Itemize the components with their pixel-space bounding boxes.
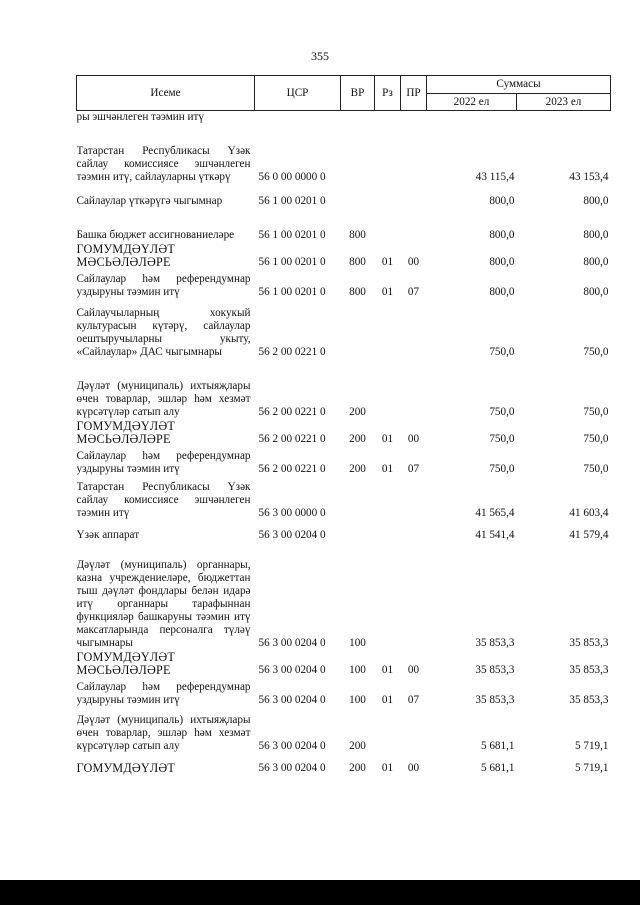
cell-csr: 56 1 00 0201 0 xyxy=(258,195,326,207)
table-row xyxy=(77,521,611,543)
cell-y1: 800,0 xyxy=(489,229,515,241)
cell-pr: 00 xyxy=(407,256,420,268)
cell-y1: 35 853,3 xyxy=(475,694,515,706)
cell-rz xyxy=(375,543,401,651)
cell-rz: 01 xyxy=(381,762,394,774)
cell-rz: 01 xyxy=(381,664,394,676)
cell-csr: 56 3 00 0204 0 xyxy=(258,664,326,676)
cell-vr: 800 xyxy=(349,286,366,298)
cell-y2: 41 603,4 xyxy=(569,507,609,519)
cell-y2: 750,0 xyxy=(583,433,609,445)
cell-name: Сайлаулар һәм референдумнар уздыруны тәэмин итү xyxy=(76,273,251,298)
cell-rz: 01 xyxy=(381,286,394,298)
cell-csr: 56 2 00 0221 0 xyxy=(258,346,326,358)
cell-name: ГОМУМДӘҮЛӘТ МӘСЬӘЛӘЛӘРЕ xyxy=(76,651,175,677)
cell-pr: 07 xyxy=(407,286,420,298)
budget-table xyxy=(76,75,611,776)
cell-y1: 750,0 xyxy=(489,433,515,445)
cell-vr: 200 xyxy=(349,433,366,445)
cell-pr xyxy=(401,543,427,651)
cell-y1: 800,0 xyxy=(489,195,515,207)
cell-y1: 41 565,4 xyxy=(475,507,515,519)
cell-vr: 200 xyxy=(349,762,366,774)
cell-pr: 00 xyxy=(407,433,420,445)
cell-rz: 01 xyxy=(381,256,394,268)
cell-y1: 5 681,1 xyxy=(480,762,515,774)
cell-vr: 200 xyxy=(349,463,366,475)
header-rz: Рз xyxy=(375,76,401,111)
cell-name: ГОМУМДӘҮЛӘТ МӘСЬӘЛӘЛӘРЕ xyxy=(76,420,175,446)
cell-y2: 800,0 xyxy=(583,229,609,241)
table-row xyxy=(77,125,611,185)
cell-csr: 56 1 00 0201 0 xyxy=(258,286,326,298)
cell-csr: 56 3 00 0204 0 xyxy=(258,762,326,774)
cell-y2: 750,0 xyxy=(583,346,609,358)
cell-vr xyxy=(341,300,375,360)
cell-rz: 01 xyxy=(381,433,394,445)
cell-y1: 35 853,3 xyxy=(475,637,515,649)
cell-csr xyxy=(255,111,341,126)
header-csr: ЦСР xyxy=(255,76,341,111)
table-row xyxy=(77,185,611,209)
cell-name: Татарстан Республикасы Үзәк сайлау комиссиясе эшчәнлеген тәэмин итү, сайлауларны үткәрү xyxy=(76,145,251,183)
cell-name: Татарстан Республикасы Үзәк сайлау комиссиясе эшчәнлеген тәэмин итү xyxy=(76,481,251,519)
cell-y2: 750,0 xyxy=(583,463,609,475)
cell-pr xyxy=(401,708,427,754)
cell-csr: 56 0 00 0000 0 xyxy=(258,171,326,183)
cell-y2: 35 853,3 xyxy=(569,637,609,649)
table-row xyxy=(77,708,611,754)
cell-csr: 56 2 00 0221 0 xyxy=(258,433,326,445)
table-row xyxy=(77,360,611,420)
cell-y1: 5 681,1 xyxy=(480,740,515,752)
cell-pr xyxy=(401,360,427,420)
cell-pr xyxy=(401,300,427,360)
cell-csr: 56 1 00 0201 0 xyxy=(258,229,326,241)
cell-y1: 800,0 xyxy=(489,286,515,298)
table-row xyxy=(77,209,611,243)
cell-csr: 56 3 00 0204 0 xyxy=(258,740,326,752)
cell-vr xyxy=(341,477,375,521)
cell-name: ГОМУМДӘҮЛӘТ МӘСЬӘЛӘЛӘРЕ xyxy=(76,243,175,269)
cell-y2: 800,0 xyxy=(583,195,609,207)
cell-y1: 35 853,3 xyxy=(475,664,515,676)
cell-pr xyxy=(401,125,427,185)
header-name: Исеме xyxy=(77,76,255,111)
cell-csr: 56 3 00 0204 0 xyxy=(258,637,326,649)
cell-y1 xyxy=(427,111,517,126)
table-body xyxy=(77,111,611,777)
table-row xyxy=(77,447,611,477)
cell-y1: 41 541,4 xyxy=(475,529,515,541)
header-year-2023: 2023 ел xyxy=(517,93,611,111)
cell-name: Дәүләт (муниципаль) ихтыяҗлары өчен товарлар, эшләр һәм хезмәт күрсәтүләр сатып алу xyxy=(76,714,251,752)
cell-csr: 56 1 00 0201 0 xyxy=(258,256,326,268)
cell-vr: 200 xyxy=(349,740,366,752)
cell-name: Дәүләт (муниципаль) ихтыяҗлары өчен товарлар, эшләр һәм хезмәт күрсәтүләр сатып алу xyxy=(76,380,251,418)
table-row xyxy=(77,300,611,360)
cell-y1: 750,0 xyxy=(489,346,515,358)
cell-y1: 750,0 xyxy=(489,406,515,418)
table-row xyxy=(77,477,611,521)
cell-pr xyxy=(401,209,427,243)
header-pr: ПР xyxy=(401,76,427,111)
table-row xyxy=(77,651,611,678)
cell-y2: 35 853,3 xyxy=(569,664,609,676)
cell-rz xyxy=(375,185,401,209)
cell-rz xyxy=(375,111,401,126)
table-row xyxy=(77,243,611,270)
cell-pr: 07 xyxy=(407,694,420,706)
table-row xyxy=(77,111,611,126)
cell-name: ры эшчәнлеген тәэмин итү xyxy=(76,111,205,123)
cell-name: Дәүләт (муниципаль) органнары, казна учреждениеләре, бюджеттан тыш дәүләт фондлары белән идарә итү органнары тарафыннан функцияләр башкаруны тәэмин итү максатларында персоналга түләү чыгымнары xyxy=(76,559,251,649)
cell-y1: 43 115,4 xyxy=(475,171,515,183)
cell-name: Сайлаулар үткәрүгә чыгымнар xyxy=(76,195,223,207)
cell-y1: 800,0 xyxy=(489,256,515,268)
table-row xyxy=(77,270,611,300)
header-sums: Суммасы xyxy=(427,76,611,94)
table-row xyxy=(77,754,611,776)
cell-vr: 800 xyxy=(349,256,366,268)
cell-vr xyxy=(341,185,375,209)
cell-name: Үзәк аппарат xyxy=(76,529,140,541)
cell-y2: 750,0 xyxy=(583,406,609,418)
cell-pr: 00 xyxy=(407,762,420,774)
cell-csr: 56 3 00 0204 0 xyxy=(258,694,326,706)
cell-pr xyxy=(401,477,427,521)
cell-rz xyxy=(375,521,401,543)
table-row xyxy=(77,678,611,708)
header-year-2022: 2022 ел xyxy=(427,93,517,111)
cell-csr: 56 3 00 0204 0 xyxy=(258,529,326,541)
cell-vr: 100 xyxy=(349,694,366,706)
cell-vr xyxy=(341,125,375,185)
cell-csr: 56 2 00 0221 0 xyxy=(258,406,326,418)
cell-pr xyxy=(401,185,427,209)
cell-rz xyxy=(375,300,401,360)
page-number: 355 xyxy=(311,49,329,63)
cell-name: Сайлаулар һәм референдумнар уздыруны тәэмин итү xyxy=(76,450,251,475)
cell-name: Сайлаулар һәм референдумнар уздыруны тәэмин итү xyxy=(76,681,251,706)
cell-rz xyxy=(375,708,401,754)
cell-y2: 43 153,4 xyxy=(569,171,609,183)
scan-bottom-edge xyxy=(0,880,640,905)
cell-name: Сайлаучыларның хокукый культурасын күтәрү, сайлаулар оештыручыларны укыту, «Сайлаулар» ДАС чыгымнары xyxy=(76,307,251,358)
cell-y2: 5 719,1 xyxy=(574,740,609,752)
cell-rz xyxy=(375,125,401,185)
cell-y1: 750,0 xyxy=(489,463,515,475)
cell-pr: 07 xyxy=(407,463,420,475)
cell-pr xyxy=(401,111,427,126)
cell-csr: 56 3 00 0000 0 xyxy=(258,507,326,519)
cell-rz: 01 xyxy=(381,463,394,475)
cell-y2: 35 853,3 xyxy=(569,694,609,706)
table-row xyxy=(77,420,611,447)
cell-rz xyxy=(375,477,401,521)
cell-vr xyxy=(341,111,375,126)
cell-name: ГОМУМДӘҮЛӘТ xyxy=(76,761,175,775)
cell-vr: 100 xyxy=(349,637,366,649)
cell-rz: 01 xyxy=(381,694,394,706)
cell-csr: 56 2 00 0221 0 xyxy=(258,463,326,475)
cell-pr xyxy=(401,521,427,543)
header-vr: ВР xyxy=(341,76,375,111)
cell-y2 xyxy=(517,111,611,126)
cell-y2: 800,0 xyxy=(583,286,609,298)
cell-y2: 41 579,4 xyxy=(569,529,609,541)
cell-y2: 5 719,1 xyxy=(574,762,609,774)
cell-y2: 800,0 xyxy=(583,256,609,268)
cell-rz xyxy=(375,209,401,243)
cell-rz xyxy=(375,360,401,420)
table-row xyxy=(77,543,611,651)
cell-name: Башка бюджет ассигнованиеләре xyxy=(76,229,235,241)
cell-vr: 800 xyxy=(349,229,366,241)
cell-vr: 200 xyxy=(349,406,366,418)
cell-vr: 100 xyxy=(349,664,366,676)
cell-pr: 00 xyxy=(407,664,420,676)
cell-vr xyxy=(341,521,375,543)
